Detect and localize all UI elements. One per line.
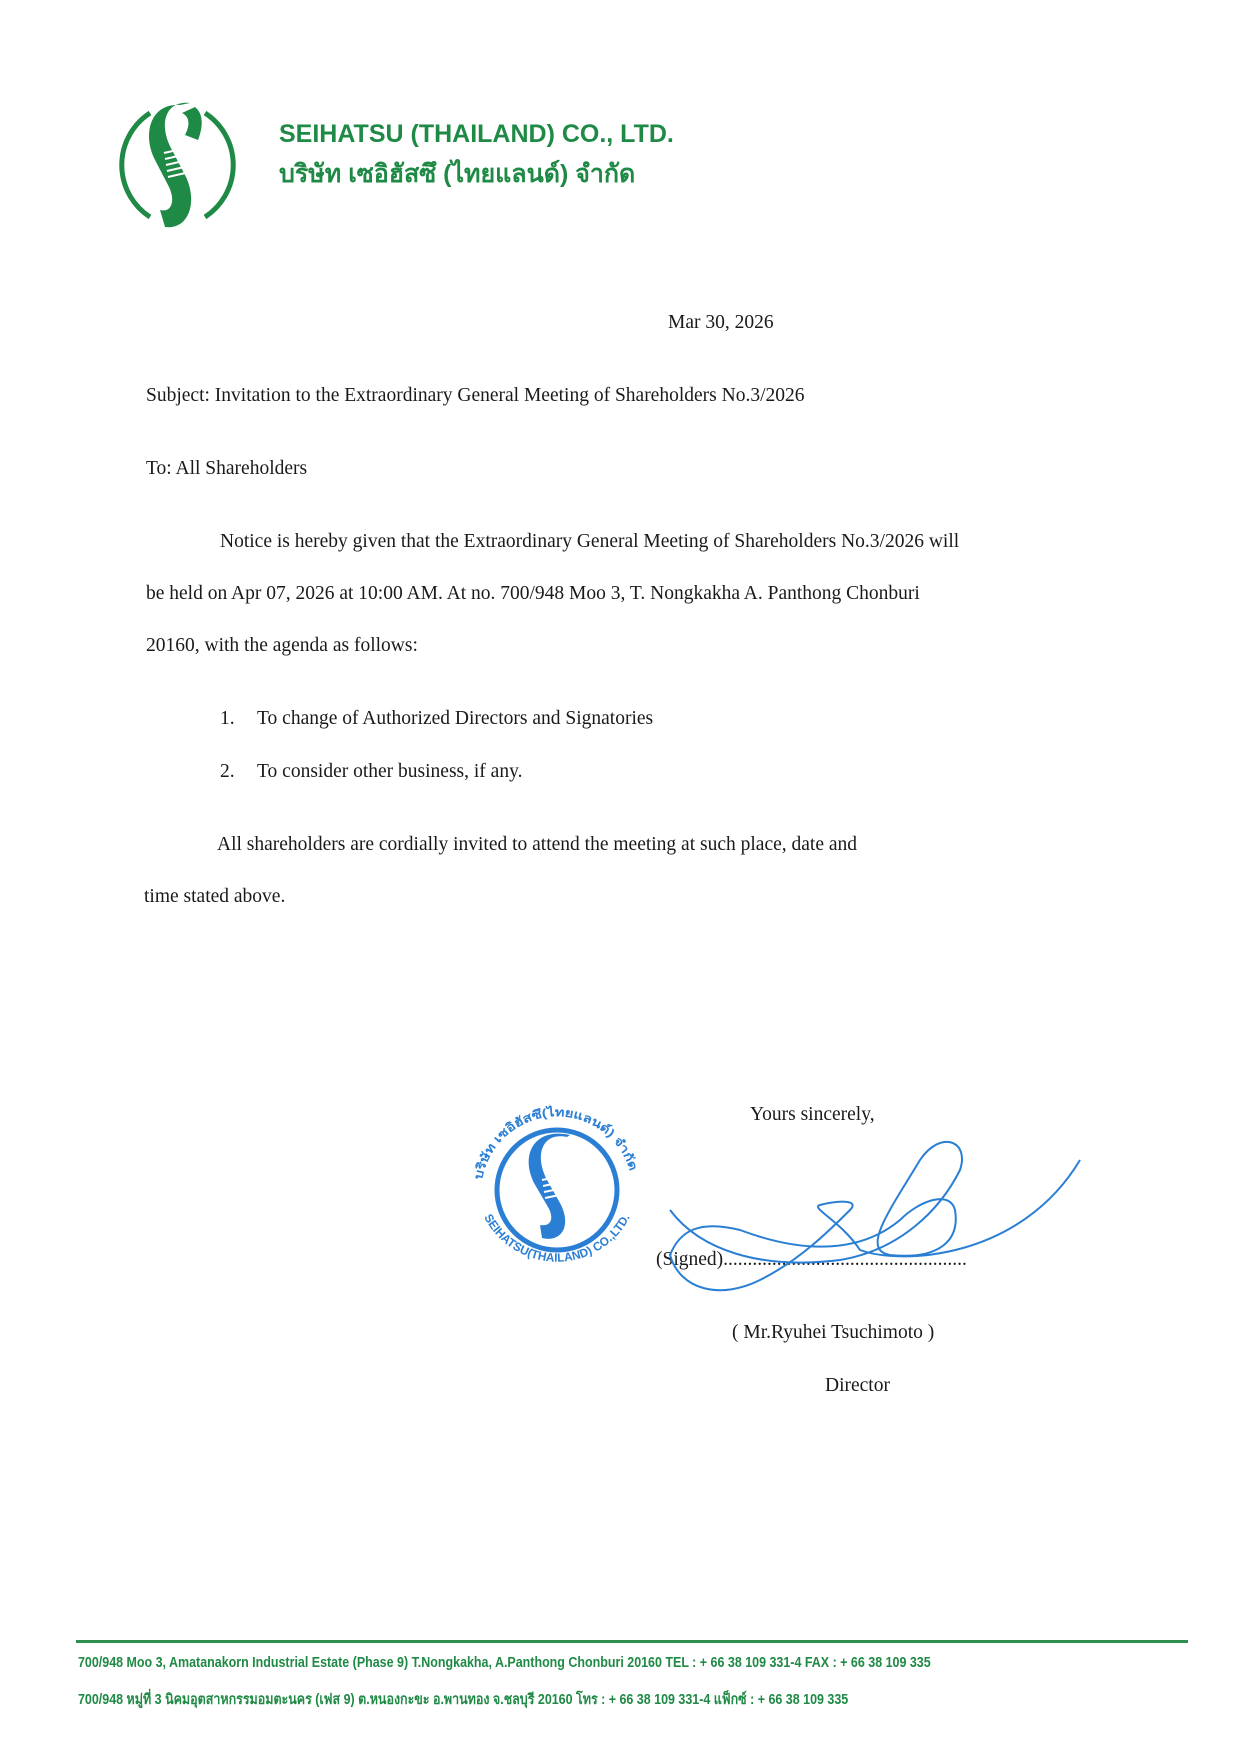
stamp-text-en: SEIHATSU(THAILAND) CO.,LTD.	[481, 1211, 633, 1265]
agenda-item: To consider other business, if any.	[257, 761, 523, 782]
company-stamp	[462, 1095, 652, 1285]
company-name-th: บริษัท เซอิฮัสซึ (ไทยแลนด์) จำกัด	[279, 160, 636, 188]
body-line: be held on Apr 07, 2026 at 10:00 AM. At no. 700/948 Moo 3, T. Nongkakha A. Panthong Chonburi	[146, 583, 920, 604]
footer-divider	[76, 1640, 1188, 1643]
stamp-text-th: บริษัท เซอิฮัสซึ(ไทยแลนด์) จำกัด	[471, 1105, 641, 1181]
letter-date: Mar 30, 2026	[668, 312, 774, 333]
company-logo	[110, 95, 245, 235]
signed-line: (Signed)..................................................	[656, 1249, 967, 1270]
letter-subject: Subject: Invitation to the Extraordinary General Meeting of Shareholders No.3/2026	[146, 385, 805, 406]
agenda-number: 2.	[220, 761, 235, 782]
body-line: Notice is hereby given that the Extraordinary General Meeting of Shareholders No.3/2026 will	[220, 531, 960, 552]
handwritten-signature	[640, 1130, 1090, 1320]
agenda-number: 1.	[220, 708, 235, 729]
footer-address-th: 700/948 หมู่ที่ 3 นิคมอุตสาหกรรมอมตะนคร (เฟส 9) ต.หนองกะขะ อ.พานทอง จ.ชลบุรี 20160 โทร : + 66 38 109 331-4 แฟ็กซ์ : + 66 38 109 335	[78, 1692, 849, 1708]
signatory-title: Director	[825, 1375, 890, 1396]
closing-line: All shareholders are cordially invited to attend the meeting at such place, date and	[217, 834, 858, 855]
agenda-item: To change of Authorized Directors and Signatories	[257, 708, 654, 729]
letter-recipient: To: All Shareholders	[146, 458, 308, 479]
closing-line: time stated above.	[144, 886, 286, 907]
signatory-name: ( Mr.Ryuhei Tsuchimoto )	[732, 1322, 935, 1343]
closing-salutation: Yours sincerely,	[750, 1104, 875, 1125]
footer-address-en: 700/948 Moo 3, Amatanakorn Industrial Estate (Phase 9) T.Nongkakha, A.Panthong Chonburi 20160 TEL : + 66 38 109 331-4 FAX : + 66 38 109 335	[78, 1655, 931, 1671]
body-line: 20160, with the agenda as follows:	[146, 635, 418, 656]
company-name-en: SEIHATSU (THAILAND) CO., LTD.	[279, 120, 674, 148]
